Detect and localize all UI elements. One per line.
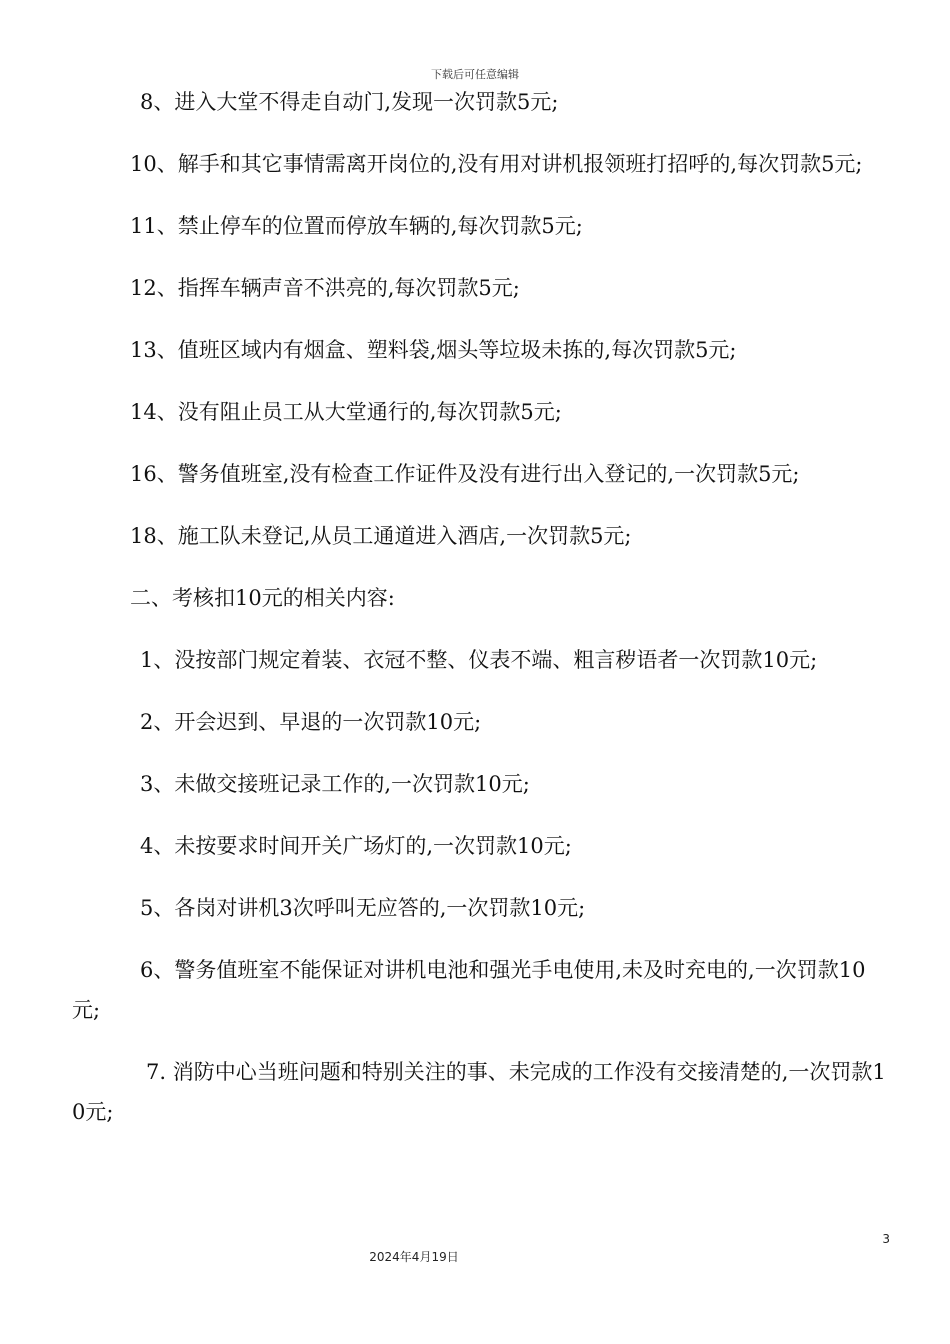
paragraph-item-18: 18、施工队未登记,从员工通道进入酒店,一次罚款5元;	[130, 524, 632, 548]
paragraph-item-13: 13、值班区域内有烟盒、塑料袋,烟头等垃圾未拣的,每次罚款5元;	[130, 338, 737, 362]
paragraph-item-5: 5、各岗对讲机3次呼叫无应答的,一次罚款10元;	[140, 896, 586, 920]
page-number: 3	[882, 1232, 890, 1246]
footer-date: 2024年4月19日	[369, 1250, 459, 1264]
paragraph-item-4: 4、未按要求时间开关广场灯的,一次罚款10元;	[140, 834, 572, 858]
paragraph-item-2: 2、开会迟到、早退的一次罚款10元;	[140, 710, 482, 734]
paragraph-item-12: 12、指挥车辆声音不洪亮的,每次罚款5元;	[130, 276, 520, 300]
paragraph-item-14: 14、没有阻止员工从大堂通行的,每次罚款5元;	[130, 400, 562, 424]
section-heading-10-yuan: 二、考核扣10元的相关内容:	[130, 586, 395, 610]
paragraph-item-3: 3、未做交接班记录工作的,一次罚款10元;	[140, 772, 530, 796]
paragraph-item-11: 11、禁止停车的位置而停放车辆的,每次罚款5元;	[130, 214, 583, 238]
paragraph-item-10: 10、解手和其它事情需离开岗位的,没有用对讲机报领班打招呼的,每次罚款5元;	[130, 152, 863, 176]
header-note: 下载后可任意编辑	[431, 68, 519, 81]
paragraph-item-1: 1、没按部门规定着装、衣冠不整、仪表不端、粗言秽语者一次罚款10元;	[140, 648, 818, 672]
paragraph-item-16: 16、警务值班室,没有检查工作证件及没有进行出入登记的,一次罚款5元;	[130, 462, 800, 486]
paragraph-item-8: 8、进入大堂不得走自动门,发现一次罚款5元;	[140, 90, 559, 114]
paragraph-item-7: 7. 消防中心当班问题和特别关注的事、未完成的工作没有交接清楚的,一次罚款10元;	[72, 1060, 886, 1124]
document-body	[72, 82, 892, 1154]
paragraph-item-6: 6、警务值班室不能保证对讲机电池和强光手电使用,未及时充电的,一次罚款10元;	[72, 958, 866, 1022]
